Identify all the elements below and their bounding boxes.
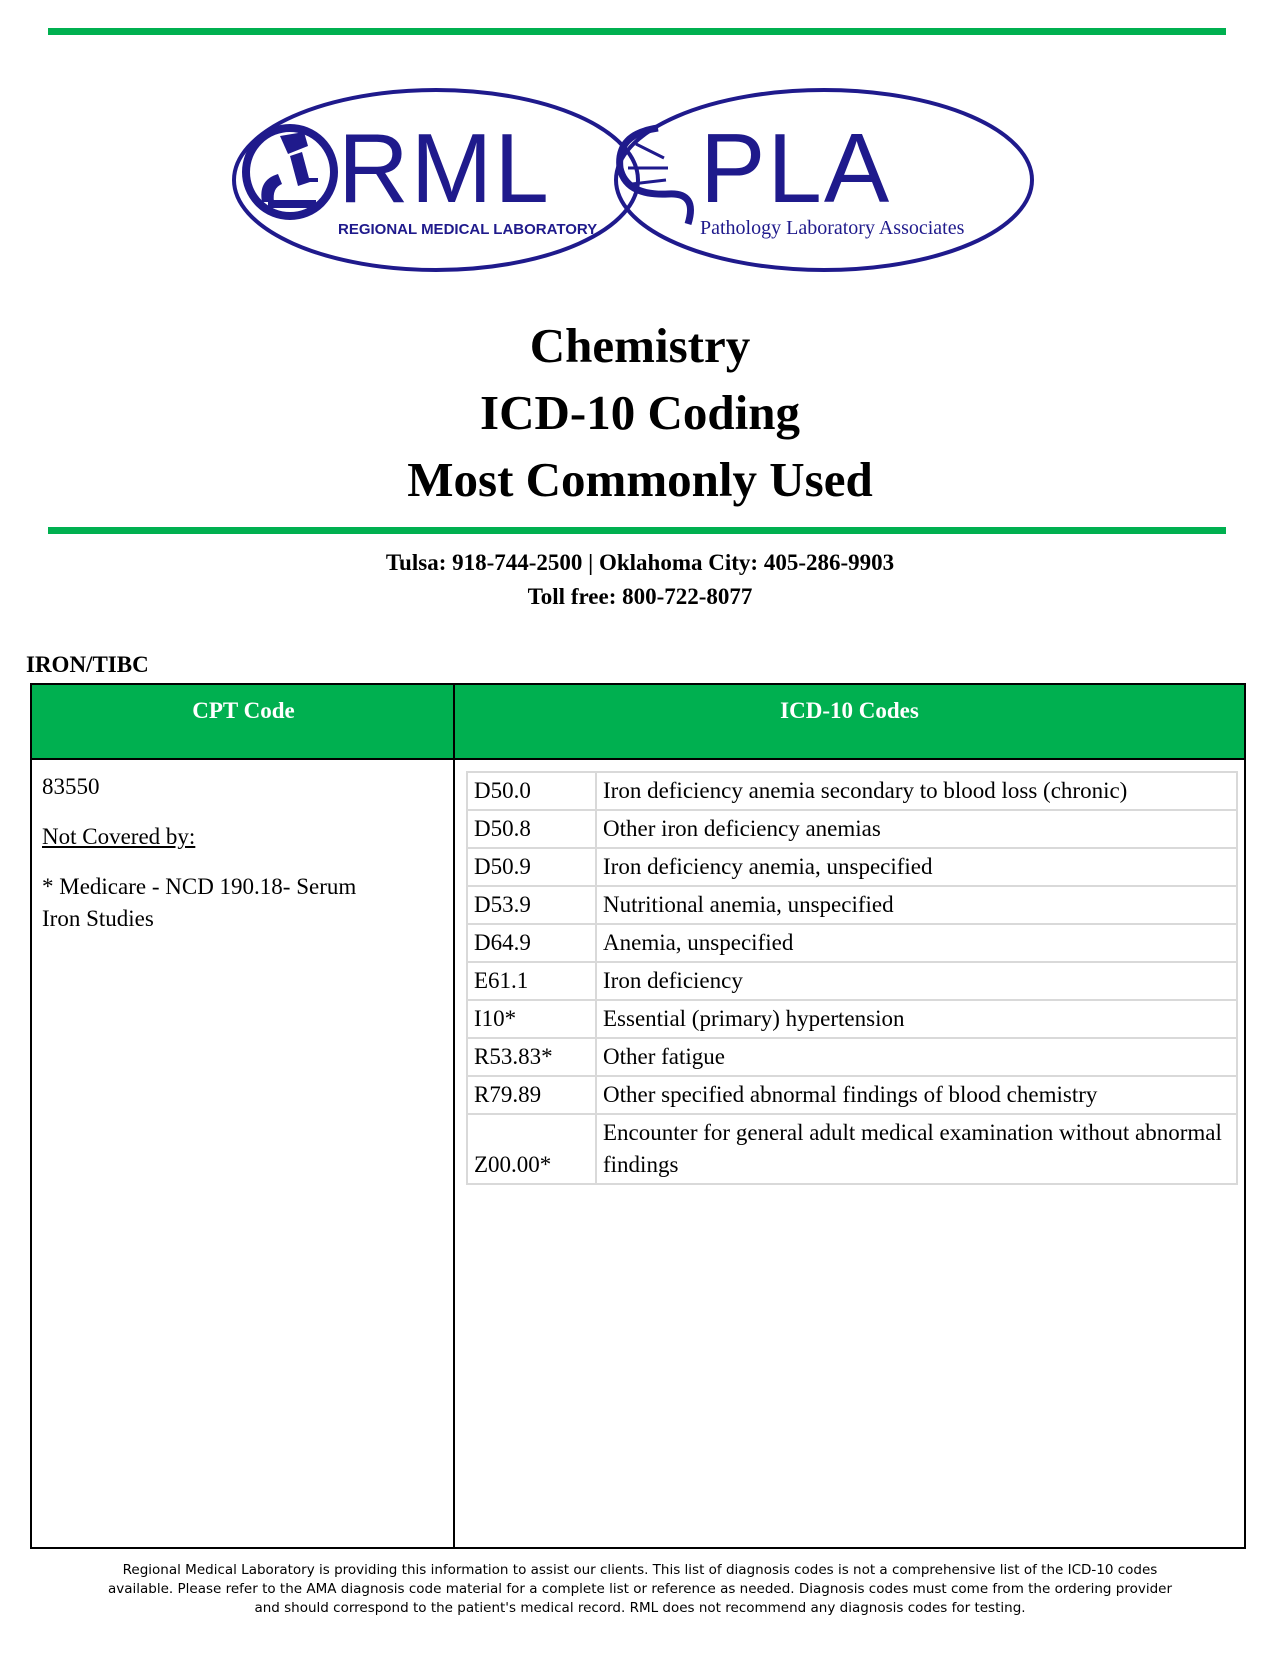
icd-description: Other iron deficiency anemias <box>596 810 1237 848</box>
icd-description: Essential (primary) hypertension <box>596 1000 1237 1038</box>
table-row <box>467 886 1237 924</box>
icd-code: D50.8 <box>467 810 596 848</box>
icd-code: E61.1 <box>467 962 596 1000</box>
table-row <box>467 848 1237 886</box>
rml-text: RML <box>338 113 551 223</box>
disclaimer-line-2: available. Please refer to the AMA diagnosis code material for a complete list or reference as needed. Diagnosis codes must come from the ordering provider <box>108 1581 1172 1597</box>
disclaimer-line-3: and should correspond to the patient's medical record. RML does not recommend any diagnosis codes for testing. <box>254 1600 1026 1616</box>
table-row <box>467 1114 1237 1184</box>
icd-code: D53.9 <box>467 886 596 924</box>
medicare-note <box>42 871 442 935</box>
page-title-line-1: Chemistry <box>529 318 751 373</box>
icd-code: R53.83* <box>467 1038 596 1076</box>
disclaimer-footer <box>30 1561 1250 1618</box>
pla-subtitle: Pathology Laboratory Associates <box>700 217 965 239</box>
pla-text: PLA <box>700 113 892 223</box>
icd-description: Iron deficiency anemia secondary to blood loss (chronic) <box>596 772 1237 810</box>
icd-codes-table <box>466 771 1238 1185</box>
icd-code: D50.9 <box>467 848 596 886</box>
icd-code: D64.9 <box>467 924 596 962</box>
table-header-row <box>32 685 1244 760</box>
coding-table <box>30 683 1246 1549</box>
table-row <box>467 924 1237 962</box>
page-title-line-2: ICD-10 Coding <box>480 385 800 440</box>
table-row <box>467 1000 1237 1038</box>
icd-description: Other fatigue <box>596 1038 1237 1076</box>
middle-green-rule <box>48 527 1226 534</box>
page-title-line-3: Most Commonly Used <box>407 452 873 507</box>
header-icd-codes: ICD-10 Codes <box>780 698 919 723</box>
section-title: IRON/TIBC <box>26 652 149 677</box>
table-row <box>467 962 1237 1000</box>
rml-pla-logo <box>228 84 1048 276</box>
icd-code: R79.89 <box>467 1076 596 1114</box>
icd-description: Iron deficiency <box>596 962 1237 1000</box>
icd-code: Z00.00* <box>467 1114 596 1184</box>
contact-toll-free: Toll free: 800-722-8077 <box>527 584 753 609</box>
disclaimer-line-1: Regional Medical Laboratory is providing this information to assist our clients. This list of diagnosis codes is not a comprehensive list of the ICD-10 codes <box>122 1562 1158 1578</box>
cpt-code: 83550 <box>42 774 100 799</box>
contact-phones: Tulsa: 918-744-2500 | Oklahoma City: 405-286-9903 <box>385 550 895 575</box>
table-row <box>467 1038 1237 1076</box>
table-row <box>467 1076 1237 1114</box>
icd-description: Anemia, unspecified <box>596 924 1237 962</box>
column-divider <box>453 685 455 1547</box>
icd-description: Nutritional anemia, unspecified <box>596 886 1237 924</box>
table-row <box>467 772 1237 810</box>
icd-description: Iron deficiency anemia, unspecified <box>596 848 1237 886</box>
cpt-cell <box>42 771 442 935</box>
microscope-icon <box>246 128 334 216</box>
top-green-rule <box>48 28 1226 35</box>
icd-description: Encounter for general adult medical examination without abnormal findings <box>596 1114 1237 1184</box>
icd-code: I10* <box>467 1000 596 1038</box>
header-cpt-code: CPT Code <box>192 698 295 723</box>
icd-code: D50.0 <box>467 772 596 810</box>
rml-subtitle: REGIONAL MEDICAL LABORATORY <box>338 221 598 238</box>
dna-helix-icon <box>620 128 691 224</box>
icd-description: Other specified abnormal findings of blood chemistry <box>596 1076 1237 1114</box>
medicare-note-line-2: Iron Studies <box>42 906 154 931</box>
not-covered-label: Not Covered by: <box>42 824 196 849</box>
medicare-note-line-1: * Medicare - NCD 190.18- Serum <box>42 874 357 899</box>
table-row <box>467 810 1237 848</box>
